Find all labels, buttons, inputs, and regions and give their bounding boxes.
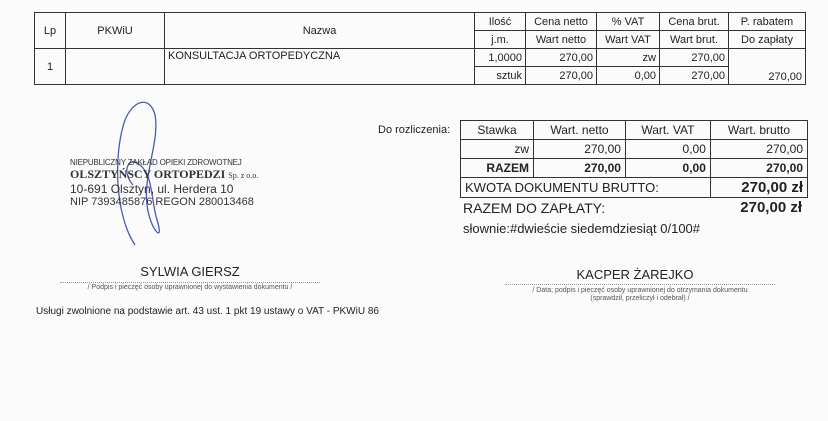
cell-lp: 1 bbox=[35, 49, 66, 85]
vat-exemption-note: Usługi zwolnione na podstawie art. 43 ust. 1 pkt 19 ustawy o VAT - PKWiU 86 bbox=[36, 306, 379, 317]
receiver-caption-1: / Data; podpis i pieczęć osoby uprawnionej do otrzymania dokumentu bbox=[532, 287, 748, 294]
summary-cell: 270,00 bbox=[534, 140, 626, 159]
razem-value: 270,00 zł bbox=[740, 199, 802, 216]
col-cena-brut: Cena brut. bbox=[660, 13, 729, 31]
col-wart-vat: Wart VAT bbox=[597, 31, 660, 49]
issuer-signature-line bbox=[60, 282, 320, 283]
cell-jm: sztuk bbox=[475, 67, 526, 85]
stamp-line-4: NIP 7393485876 REGON 280013468 bbox=[70, 196, 254, 208]
col-vat-pct: % VAT bbox=[597, 13, 660, 31]
cell-cena-brut: 270,00 bbox=[660, 49, 729, 67]
company-stamp bbox=[70, 158, 258, 208]
summary-cell: 270,00 bbox=[710, 159, 807, 178]
kwota-value: 270,00 zł bbox=[710, 178, 807, 198]
summary-kwota-row bbox=[461, 178, 808, 198]
issuer-caption: / Podpis i pieczęć osoby uprawnionej do wystawienia dokumentu / bbox=[87, 284, 293, 291]
summary-cell: zw bbox=[461, 140, 534, 159]
table-row bbox=[35, 49, 806, 67]
summary-cell: 270,00 bbox=[534, 159, 626, 178]
col-pkwiu: PKWiU bbox=[66, 13, 165, 49]
col-lp: Lp bbox=[35, 13, 66, 49]
cell-pkwiu bbox=[66, 49, 165, 85]
receiver-caption-2: (sprawdził, przeliczył i odebrał) / bbox=[590, 295, 690, 302]
col-ilosc: Ilość bbox=[475, 13, 526, 31]
col-cena-netto: Cena netto bbox=[526, 13, 597, 31]
kwota-label: KWOTA DOKUMENTU BRUTTO: bbox=[461, 178, 711, 198]
stamp-company-name: OLSZTYŃSCY ORTOPEDZI bbox=[70, 167, 226, 181]
cell-nazwa: KONSULTACJA ORTOPEDYCZNA bbox=[165, 49, 475, 85]
cell-wart-netto: 270,00 bbox=[526, 67, 597, 85]
stamp-line-2 bbox=[70, 167, 258, 182]
summary-cell: 0,00 bbox=[625, 159, 710, 178]
summary-cell: 0,00 bbox=[625, 140, 710, 159]
stamp-line-1: NIEPUBLICZNY ZAKŁAD OPIEKI ZDROWOTNEJ bbox=[70, 158, 242, 167]
col-wart-netto: Wart netto bbox=[526, 31, 597, 49]
cell-vat-pct: zw bbox=[597, 49, 660, 67]
summary-cell: RAZEM bbox=[461, 159, 534, 178]
razem-label: RAZEM DO ZAPŁATY: bbox=[463, 200, 606, 216]
summary-col-vat: Wart. VAT bbox=[625, 121, 710, 140]
col-nazwa: Nazwa bbox=[165, 13, 475, 49]
cell-cena-netto: 270,00 bbox=[526, 49, 597, 67]
items-table bbox=[34, 12, 806, 85]
summary-row-razem bbox=[461, 159, 808, 178]
summary-cell: 270,00 bbox=[710, 140, 807, 159]
cell-ilosc: 1,0000 bbox=[475, 49, 526, 67]
receiver-signature-line bbox=[505, 284, 775, 285]
slownie-text: słownie:#dwieście siedemdziesiąt 0/100# bbox=[463, 221, 701, 236]
summary-table bbox=[460, 120, 808, 198]
col-jm: j.m. bbox=[475, 31, 526, 49]
issuer-name: SYLWIA GIERSZ bbox=[140, 264, 240, 279]
summary-header-row bbox=[461, 121, 808, 140]
stamp-company-suffix: Sp. z o.o. bbox=[228, 171, 259, 180]
summary-col-netto: Wart. netto bbox=[534, 121, 626, 140]
cell-wart-brut: 270,00 bbox=[660, 67, 729, 85]
col-do-zaplaty: Do zapłaty bbox=[729, 31, 806, 49]
receiver-name: KACPER ŻAREJKO bbox=[576, 267, 694, 282]
stamp-line-3: 10-691 Olsztyn, ul. Herdera 10 bbox=[70, 182, 234, 196]
cell-do-zaplaty: 270,00 bbox=[729, 49, 806, 85]
table-header-row bbox=[35, 13, 806, 31]
cell-wart-vat: 0,00 bbox=[597, 67, 660, 85]
summary-col-stawka: Stawka bbox=[461, 121, 534, 140]
summary-row-zw bbox=[461, 140, 808, 159]
col-wart-brut: Wart brut. bbox=[660, 31, 729, 49]
summary-label: Do rozliczenia: bbox=[378, 124, 451, 136]
summary-col-brutto: Wart. brutto bbox=[710, 121, 807, 140]
col-rabat: P. rabatem bbox=[729, 13, 806, 31]
